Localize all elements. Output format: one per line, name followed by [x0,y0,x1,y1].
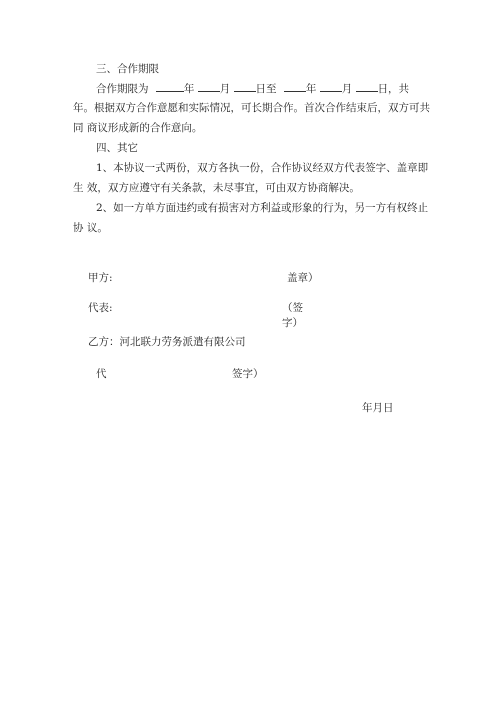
month-start-label: 月 [219,83,231,95]
rep-a-sign-close: 字） [282,317,303,329]
clause-1-line-2: 生 效，双方应遵守有关条款，未尽事宜，可由双方协商解决。 [73,182,360,194]
clause-2-line-1: 2、如一方单方面违约或有损害对方利益或形象的行为，另一方有权终止 [96,202,429,214]
section-4-heading: 四、其它 [96,142,138,154]
rep-b-label: 代 [96,368,107,380]
month-end-label: 月 [341,83,353,95]
clause-2-line-2: 协 议。 [73,222,108,234]
term-text-line-2: 年。根据双方合作意愿和实际情况，可长期合作。首次合作结束后，双方可共 [73,102,430,114]
year-start-label: 年 [183,83,195,95]
party-a-label: 甲方: [88,272,113,284]
month-start-blank [198,81,220,92]
section-3-heading: 三、合作期限 [96,63,159,75]
party-b-label: 乙方：河北联力劳务派遣有限公司 [88,336,246,348]
day-end-blank [356,81,378,92]
day-end-label: 日，共 [377,83,410,95]
year-end-label: 年 [305,83,317,95]
clause-1-line-1: 1、本协议一式两份，双方各执一份，合作协议经双方代表签字、盖章即 [96,162,429,174]
term-period-line [96,81,409,96]
year-end-blank [284,81,306,92]
rep-a-sign-open: （签 [282,302,303,314]
year-start-blank [156,81,184,92]
day-start-blank [234,81,256,92]
day-to-label: 日至 [255,83,277,95]
rep-a-label: 代表: [88,302,113,314]
rep-b-sign: 签字） [232,368,264,380]
term-text-line-3: 同 商议形成新的合作意向。 [73,122,203,134]
term-prefix: 合作期限为 [96,83,149,95]
sign-date: 年月日 [362,402,394,414]
month-end-blank [320,81,342,92]
party-a-seal: 盖章） [287,272,319,284]
